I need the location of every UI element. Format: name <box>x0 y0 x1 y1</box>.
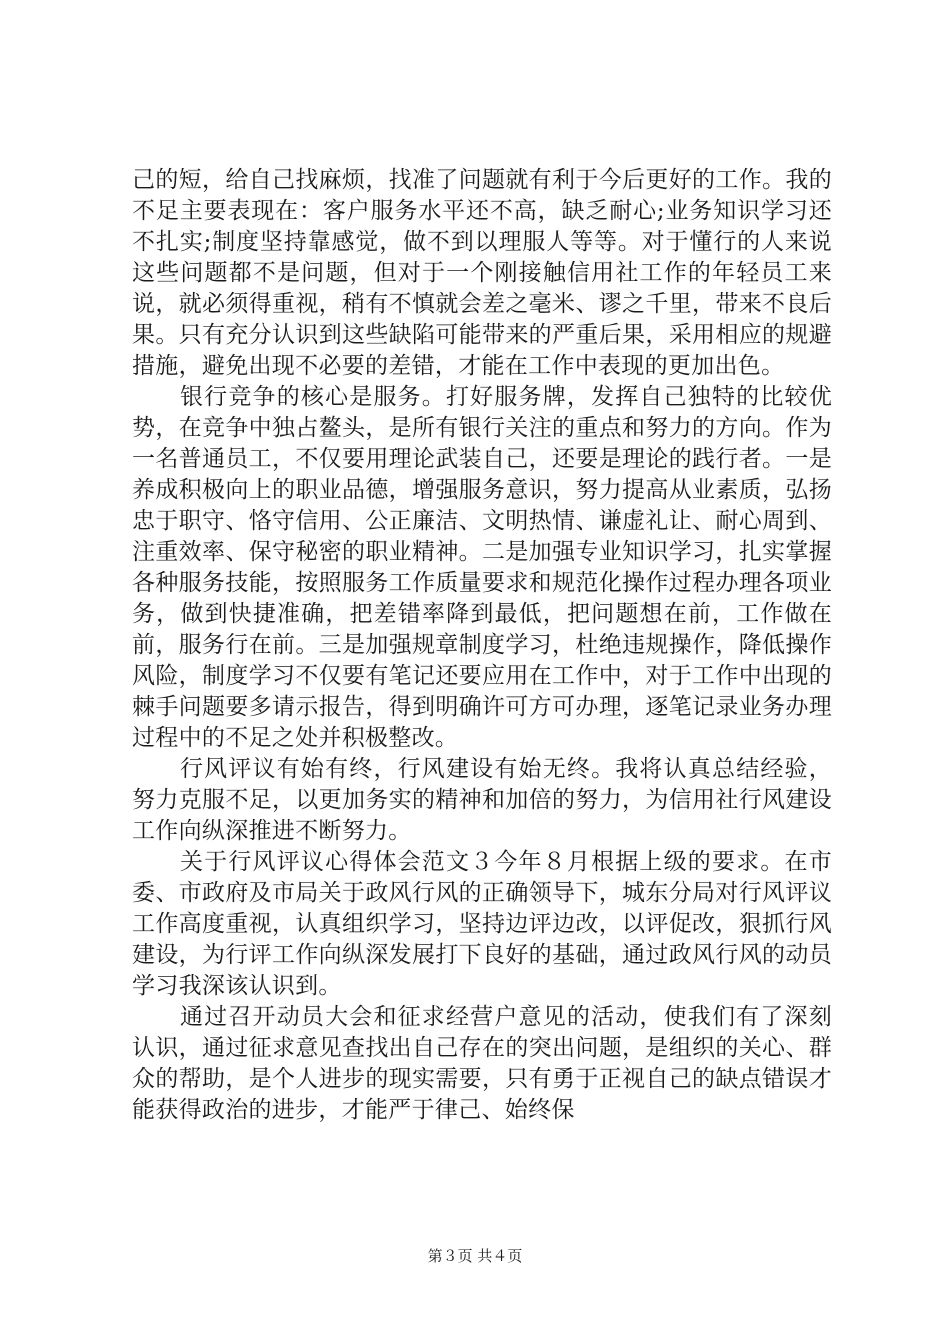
document-body <box>132 165 832 1126</box>
paragraph: 银行竞争的核心是服务。打好服务牌，发挥自己独特的比较优势，在竞争中独占鳌头，是所有银行关注的重点和努力的方向。作为一名普通员工，不仅要用理论武装自己，还要是理论的践行者。一是养成积极向上的职业品德，增强服务意识，努力提高从业素质，弘扬忠于职守、恪守信用、公正廉洁、文明热情、谦虚礼让、耐心周到、注重效率、保守秘密的职业精神。二是加强专业知识学习，扎实掌握各种服务技能，按照服务工作质量要求和规范化操作过程办理各项业务，做到快捷准确，把差错率降到最低，把问题想在前，工作做在前，服务行在前。三是加强规章制度学习，杜绝违规操作，降低操作风险，制度学习不仅要有笔记还要应用在工作中，对于工作中出现的棘手问题要多请示报告，得到明确许可方可办理，逐笔记录业务办理过程中的不足之处并积极整改。 <box>132 384 832 751</box>
page-number-footer: 第３页 共４页 <box>427 1247 523 1265</box>
paragraph: 关于行风评议心得体会范文３今年８月根据上级的要求。在市委、市政府及市局关于政风行风的正确领导下，城东分局对行风评议工作高度重视，认真组织学习，坚持边评边改，以评促改，狠抓行风建设，为行评工作向纵深发展打下良好的基础，通过政风行风的动员学习我深该认识到。 <box>132 849 832 999</box>
paragraph: 己的短，给自己找麻烦，找准了问题就有利于今后更好的工作。我的不足主要表现在：客户服务水平还不高，缺乏耐心;业务知识学习还不扎实;制度坚持靠感觉，做不到以理服人等等。对于懂行的人来说这些问题都不是问题，但对于一个刚接触信用社工作的年轻员工来说，就必须得重视，稍有不慎就会差之毫米、谬之千里，带来不良后果。只有充分认识到这些缺陷可能带来的严重后果，采用相应的规避措施，避免出现不必要的差错，才能在工作中表现的更加出色。 <box>132 167 832 379</box>
paragraph: 行风评议有始有终，行风建设有始无终。我将认真总结经验，努力克服不足，以更加务实的精神和加倍的努力，为信用社行风建设工作向纵深推进不断努力。 <box>132 756 832 844</box>
paragraph: 通过召开动员大会和征求经营户意见的活动，使我们有了深刻认识，通过征求意见查找出自己存在的突出问题，是组织的关心、群众的帮助，是个人进步的现实需要，只有勇于正视自己的缺点错误才能获得政治的进步，才能严于律己、始终保 <box>132 1004 832 1123</box>
